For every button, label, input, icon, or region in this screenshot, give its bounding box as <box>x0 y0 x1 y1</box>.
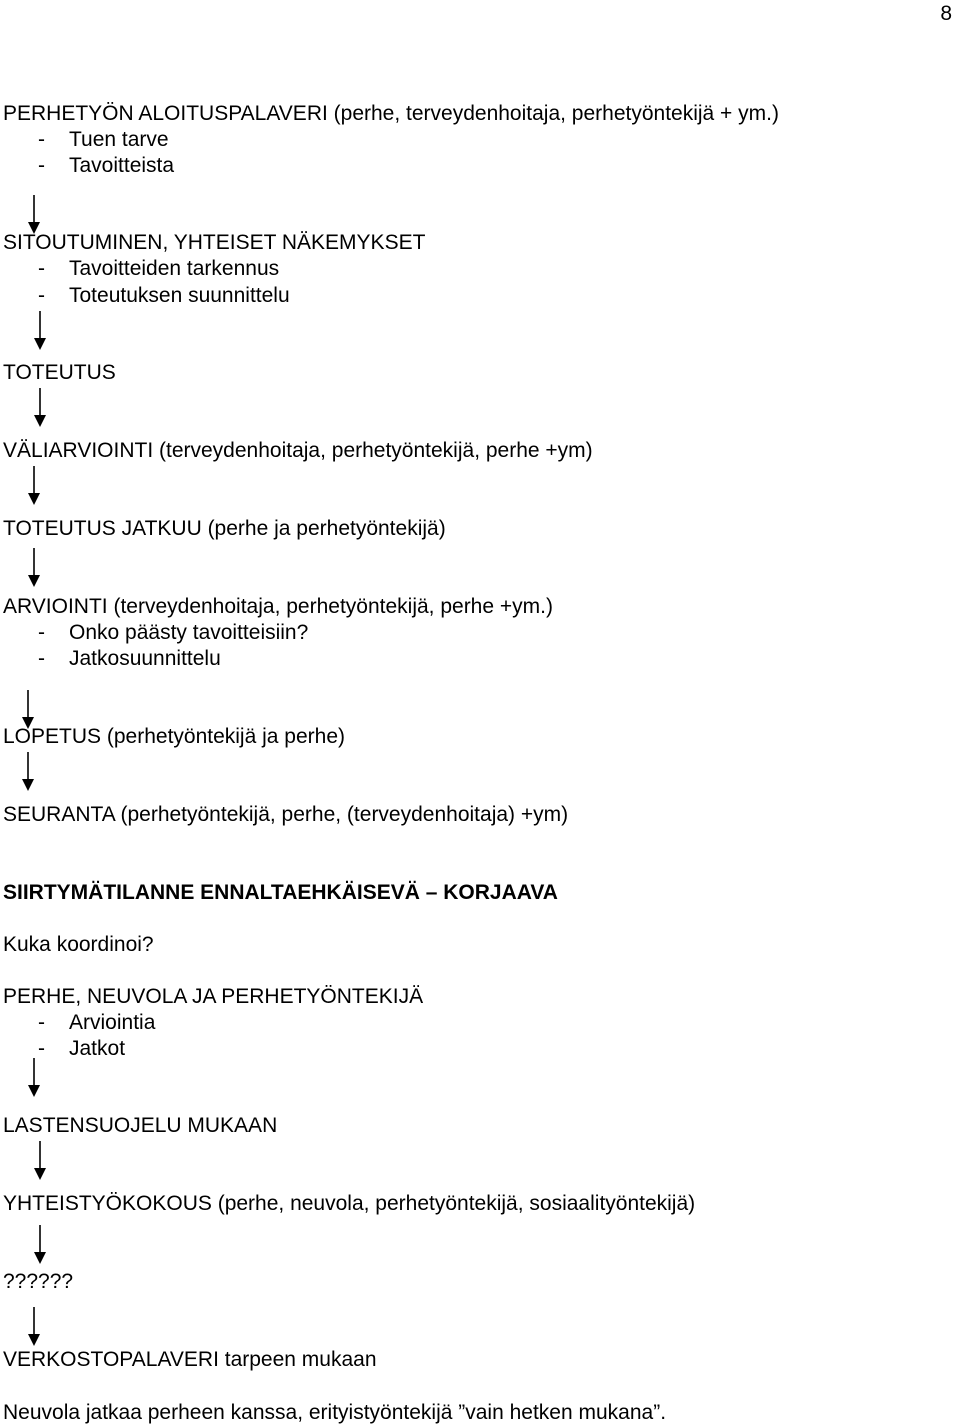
coordination-question: Kuka koordinoi? <box>3 933 154 956</box>
step-lastensuojelu: LASTENSUOJELU MUKAAN <box>3 1114 278 1137</box>
down-arrow-icon <box>20 752 36 792</box>
list-item <box>38 1036 125 1062</box>
list-item <box>38 646 221 672</box>
step-lopetus: LOPETUS (perhetyöntekijä ja perhe) <box>3 725 345 748</box>
dash: - <box>38 257 45 280</box>
dash: - <box>38 1037 45 1060</box>
list-item <box>38 1010 155 1036</box>
down-arrow-icon <box>32 1225 48 1265</box>
list-item-text: Jatkosuunnittelu <box>69 647 221 670</box>
step-sitoutuminen: SITOUTUMINEN, YHTEISET NÄKEMYKSET <box>3 231 426 254</box>
step-perhe-neuvola: PERHE, NEUVOLA JA PERHETYÖNTEKIJÄ <box>3 985 424 1008</box>
dash: - <box>38 1011 45 1034</box>
dash: - <box>38 621 45 644</box>
section-heading: SIIRTYMÄTILANNE ENNALTAEHKÄISEVÄ – KORJAAVA <box>3 881 558 904</box>
step-yhteistyokokous: YHTEISTYÖKOKOUS (perhe, neuvola, perhetyöntekijä, sosiaalityöntekijä) <box>3 1192 696 1215</box>
step-arviointi: ARVIOINTI (terveydenhoitaja, perhetyöntekijä, perhe +ym.) <box>3 595 553 618</box>
step-unknown: ?????? <box>3 1270 74 1293</box>
footer-note: Neuvola jatkaa perheen kanssa, erityistyöntekijä ”vain hetken mukana”. <box>3 1401 667 1424</box>
list-item-text: Tuen tarve <box>69 128 169 151</box>
list-item <box>38 620 308 646</box>
list-item-text: Jatkot <box>69 1037 126 1060</box>
dash: - <box>38 647 45 670</box>
step-verkostopalaveri: VERKOSTOPALAVERI tarpeen mukaan <box>3 1348 377 1371</box>
page-number: 8 <box>940 2 952 25</box>
list-item <box>38 283 290 309</box>
down-arrow-icon <box>26 1307 42 1347</box>
down-arrow-icon <box>26 548 42 588</box>
down-arrow-icon <box>32 311 48 351</box>
down-arrow-icon <box>26 1058 42 1098</box>
down-arrow-icon <box>32 388 48 428</box>
list-item <box>38 256 279 282</box>
step-toteutus: TOTEUTUS <box>3 361 116 384</box>
dash: - <box>38 284 45 307</box>
step-valiarviointi: VÄLIARVIOINTI (terveydenhoitaja, perhetyöntekijä, perhe +ym) <box>3 439 593 462</box>
step-seuranta: SEURANTA (perhetyöntekijä, perhe, (terveydenhoitaja) +ym) <box>3 803 569 826</box>
step-toteutus-jatkuu: TOTEUTUS JATKUU (perhe ja perhetyöntekijä) <box>3 517 446 540</box>
list-item <box>38 153 174 179</box>
down-arrow-icon <box>32 1141 48 1181</box>
down-arrow-icon <box>26 466 42 506</box>
list-item-text: Toteutuksen suunnittelu <box>69 284 290 307</box>
down-arrow-icon <box>26 195 42 235</box>
dash: - <box>38 128 45 151</box>
list-item-text: Arviointia <box>69 1011 156 1034</box>
dash: - <box>38 154 45 177</box>
list-item <box>38 127 169 153</box>
list-item-text: Onko päästy tavoitteisiin? <box>69 621 309 644</box>
step-aloituspalaveri: PERHETYÖN ALOITUSPALAVERI (perhe, terveydenhoitaja, perhetyöntekijä + ym.) <box>3 102 779 125</box>
list-item-text: Tavoitteista <box>69 154 175 177</box>
list-item-text: Tavoitteiden tarkennus <box>69 257 280 280</box>
